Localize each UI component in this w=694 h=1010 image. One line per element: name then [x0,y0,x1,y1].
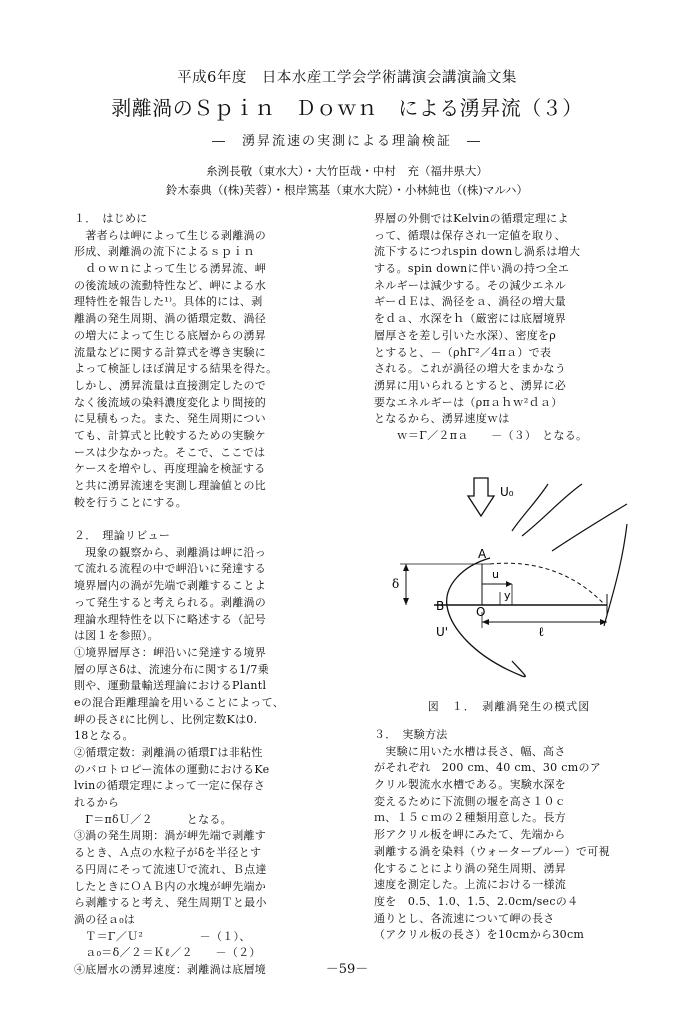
text-line: ネルギーは減少する。その減少エネル [374,278,567,292]
text-line: って発生すると考えられる。剥離渦の [74,595,267,609]
authors-line-2: 鈴木泰典（(株)芙蓉）・根岸篤基（東水大院）・小林純也（(株)マルハ） [165,183,529,197]
label-U-prime: U' [436,625,449,639]
text-line: ④底層水の湧昇速度：剥離渦は底層境 [74,962,267,976]
text-line: しかし、湧昇流量は直接測定したので [74,378,267,392]
text-line: ａ₀＝δ／２＝Ｋℓ／２ －（２） [74,946,261,960]
left-column-text [74,211,349,979]
text-line: 較を行うことにする。 [74,495,187,509]
streamline-3 [552,504,627,551]
text-line: lvinの循環定理によって一定に保存さ [74,779,266,793]
text-line: 離渦の発生周期、渦の循環定数、渦径 [74,312,267,326]
text-line: ３． 実験方法 [374,728,448,741]
streamline-2 [522,484,582,536]
text-line: １． はじめに [74,212,148,225]
text-line: 流下するにつれspin downし渦系は増大 [374,245,581,259]
text-line: の後流域の流動特性など、岬による水 [74,278,267,292]
text-line: 剥離する渦を染料（ウォーターブルー）で可視 [374,844,610,858]
text-line: 界層の外側ではKelvinの循環定理によ [374,212,569,225]
inflow-arrow [468,478,494,516]
text-line: 岬の長さℓに比例し、比例定数Kは0. [74,712,258,726]
text-line: 変えるために下流側の堰を高さ１０ｃ [374,794,567,808]
text-line: れるから [74,796,120,810]
text-line: クリル製流水水槽である。実験水深を [374,778,567,792]
text-line: とすると、－（ρhΓ²／4πａ）で表 [374,345,552,359]
text-line: って、循環は保存され一定値を取り、 [374,228,566,242]
text-line: 通りとし、各流速について岬の長さ [374,911,555,925]
text-line: ①境界層厚さ：岬沿いに発達する境界 [74,645,267,659]
label-u: u [492,568,499,581]
text-line: 形成、剥離渦の流下によるｓｐｉｎ [74,245,255,259]
text-line: 境界層内の渦が先端で剥離することよ [74,579,267,593]
text-line: の増大によって生じる底層からの湧昇 [74,328,267,342]
text-line: eの混合距離理論を用いることによって、 [74,695,284,709]
text-line: に見積もった。また、発生周期につい [74,412,266,426]
text-line: 実験に用いた水槽は長さ、幅、高さ [374,744,566,758]
text-line: て流れる流程の中で岬沿いに発達する [74,562,267,576]
right-column-bottom-text [374,727,649,944]
text-line: ｄｏｗｎによって生じる湧昇流、岬 [74,262,267,276]
text-line: よって検証しほぼ満足する結果を得た。 [74,362,278,376]
label-delta: δ [392,577,400,591]
text-line: Γ＝πδＵ／２ となる。 [74,812,232,826]
text-line: ③渦の発生周期：渦が岬先端で剥離す [74,829,267,843]
right-column-top-text [374,211,649,445]
text-line: される。これが渦径の増大をまかなう [374,362,567,376]
conference-heading: 平成6年度 日本水産工学会学術講演会講演論文集 [177,70,517,86]
text-line: 速度を測定した。上流における一様流 [374,878,567,892]
text-line: なく後流域の染料濃度変化より間接的 [74,395,267,409]
label-U0: U₀ [500,485,514,499]
authors-line-1: 糸洌長敬（東水大）・大竹臣哉・中村 充（福井県大） [206,164,488,178]
text-line: 渦の径ａ₀は [74,912,136,926]
text-line: と共に湧昇流速を実測し理論値との比 [74,479,267,492]
text-line: 理論水理特性を以下に略述する（記号 [74,612,267,626]
label-A: A [478,547,487,561]
label-O: O [476,605,486,619]
text-line: ②循環定数：剥離渦の循環Γは非粘性 [74,746,263,759]
text-line: 理特性を報告した¹⁾。具体的には、剥 [74,295,263,309]
text-line: 形アクリル板を岬にみたて、先端から [374,828,566,842]
text-line: 著者らは岬によって生じる剥離渦の [74,228,267,242]
page-number: －59－ [325,962,369,977]
text-line: 現象の観察から、剥離渦は岬に沿っ [74,545,267,559]
text-line: する。spin downに伴い渦の持つ全エ [374,262,570,276]
paper-title: 剥離渦のＳｐｉｎ Ｄｏｗｎ による湧昇流（３） [111,96,583,120]
text-line: ースは少なかった。そこで、ここでは [74,445,266,459]
text-line: ２． 理論リビュー [74,529,171,543]
vortex-schematic-figure [372,476,642,686]
text-line: ケースを増やし、再度理論を検証する [74,462,266,476]
text-line: る円周にそって流速Ｕで流れ、Ｂ点達 [74,862,267,876]
text-line: 則や、運動量輸送理論におけるPlantl [74,679,267,693]
text-line: 18となる。 [74,729,134,743]
text-line: は図１を参照）。 [74,629,159,643]
streamline-1 [512,484,548,531]
text-line: 流量などに関する計算式を導き実験に [74,345,267,359]
label-l: ℓ [538,625,545,640]
text-line: ｗ＝Γ／２πａ －（３） となる。 [374,428,588,442]
text-line: のバロトロピー流体の運動におけるKe [74,762,270,776]
label-y: y [504,589,511,602]
figure-caption: 図 １． 剥離渦発生の模式図 [427,700,591,713]
text-line [74,511,349,528]
text-line: 層の厚さδは、流速分布に関する1/7乗 [74,662,270,676]
vortex-outline [447,558,526,677]
text-line: 湧昇に用いられるとすると、湧昇に必 [374,378,567,392]
text-line: したときにＯＡＢ内の水塊が岬先端か [74,879,267,893]
text-line: となるから、湧昇速度ｗは [374,412,510,426]
text-line: ギーｄＥは、渦径をａ、渦径の増大量 [374,295,567,309]
text-line: 要なエネルギーは（ρπａｈｗ²ｄａ） [374,395,563,409]
text-line: 度を 0.5、1.0、1.5、2.0cm/secの４ [374,894,579,908]
text-line: Ｔ＝Γ／Ｕ² －（１）、 [74,929,251,943]
label-B: B [436,599,445,613]
text-line: ｍ、１５ｃｍの２種類用意した。長方 [374,811,567,825]
text-line: がそれぞれ 200 cm、40 cm、30 cmのア [374,761,602,775]
text-line: をｄａ、水深をｈ（厳密には底層境界 [374,312,567,326]
text-line: 化することにより渦の発生周期、湧昇 [374,861,567,875]
text-line: ても、計算式と比較するための実験ケ [74,428,267,442]
paper-subtitle: ― 湧昇流速の実測による理論検証 ― [211,134,482,149]
text-line: （アクリル板の長さ）を10cmから30cm [374,928,585,942]
text-line: るとき、Ａ点の水粒子がδを半径とす [74,846,262,860]
text-line: 層厚さを差し引いた水深）、密度をρ [374,328,557,342]
text-line: ら剥離すると考え、発生周期Ｔと最小 [74,896,267,910]
